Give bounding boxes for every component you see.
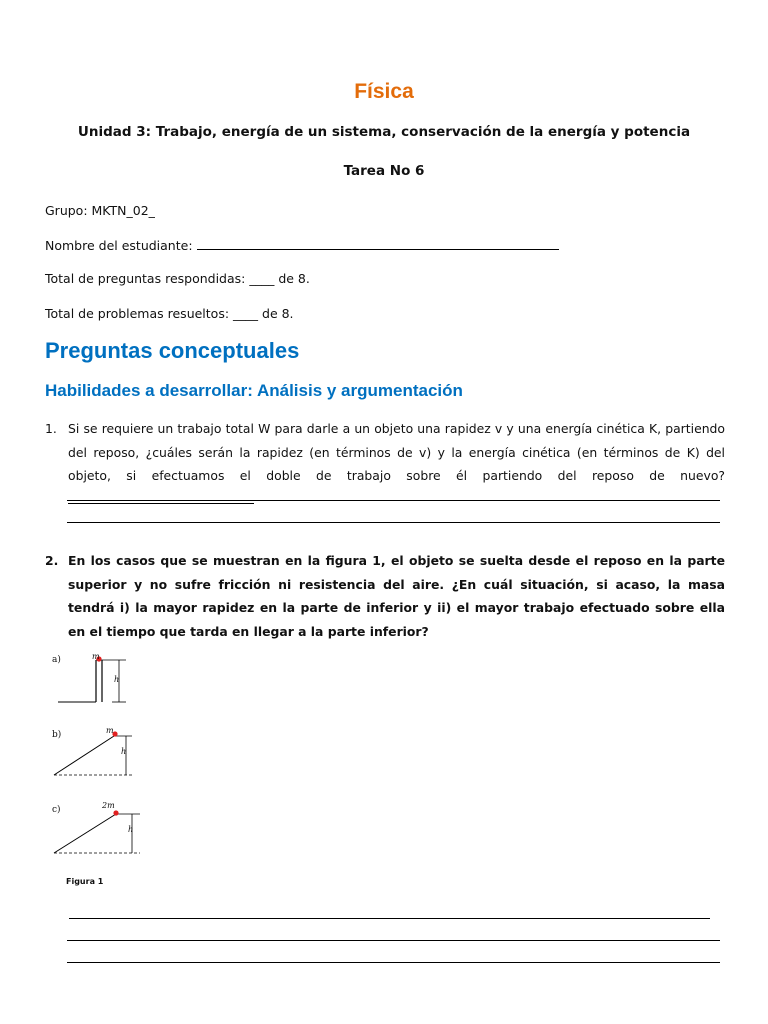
section-subheading: Habilidades a desarrollar: Análisis y argumentación bbox=[45, 381, 463, 400]
answer-line[interactable] bbox=[67, 500, 720, 501]
questions-answered-field: Total de preguntas respondidas: ____ de 8. bbox=[45, 271, 310, 286]
mass-label-c: 2m bbox=[102, 801, 115, 810]
figure-c-label: c) bbox=[52, 805, 61, 815]
mass-ball bbox=[113, 810, 118, 815]
student-name-label: Nombre del estudiante: bbox=[45, 238, 197, 253]
answer-line[interactable] bbox=[67, 962, 720, 963]
page-title: Física bbox=[354, 80, 414, 103]
answer-blank[interactable] bbox=[68, 491, 254, 504]
question-number: 1. bbox=[45, 421, 57, 436]
figure-c-incline-2m bbox=[50, 805, 160, 860]
student-name-field bbox=[45, 237, 559, 253]
section-heading: Preguntas conceptuales bbox=[45, 338, 300, 363]
question-1 bbox=[45, 417, 725, 511]
figure-b-label: b) bbox=[52, 730, 62, 740]
question-number: 2. bbox=[45, 553, 59, 568]
height-label-a: h bbox=[114, 675, 120, 684]
student-name-blank[interactable] bbox=[197, 237, 559, 250]
answer-line[interactable] bbox=[67, 522, 720, 523]
height-label-c: h bbox=[128, 825, 134, 834]
answer-line[interactable] bbox=[67, 940, 720, 941]
figure-b-incline bbox=[50, 725, 140, 785]
question-text: En los casos que se muestran en la figura 1, el objeto se suelta desde el reposo en la parte superior y no sufre fricción ni resistencia del aire. ¿En cuál situación, si acaso, la masa tendrá i) la mayor rapidez en la parte de inferior y ii) el mayor trabajo efectuado sobre ella en el tiempo que tarda en llegar a la parte inferior? bbox=[68, 553, 725, 639]
answer-line[interactable] bbox=[69, 918, 710, 919]
question-2 bbox=[45, 549, 725, 643]
assignment-title: Tarea No 6 bbox=[343, 163, 425, 179]
figure-a-label: a) bbox=[52, 655, 61, 665]
problems-solved-field: Total de problemas resueltos: ____ de 8. bbox=[45, 306, 294, 321]
mass-label-b: m bbox=[106, 726, 114, 735]
group-field: Grupo: MKTN_02_ bbox=[45, 203, 155, 218]
unit-subtitle: Unidad 3: Trabajo, energía de un sistema, conservación de la energía y potencia bbox=[77, 124, 691, 140]
question-text: Si se requiere un trabajo total W para darle a un objeto una rapidez v y una energía cinética K, partiendo del reposo, ¿cuáles serán la rapidez (en términos de v) y la energía cinética (en términos de K) del objeto, si efectuamos el doble de trabajo sobre él partiendo del reposo de nuevo? bbox=[68, 421, 725, 483]
height-label-b: h bbox=[121, 747, 127, 756]
figure-caption: Figura 1 bbox=[66, 877, 104, 886]
mass-label-a: m bbox=[92, 652, 100, 661]
